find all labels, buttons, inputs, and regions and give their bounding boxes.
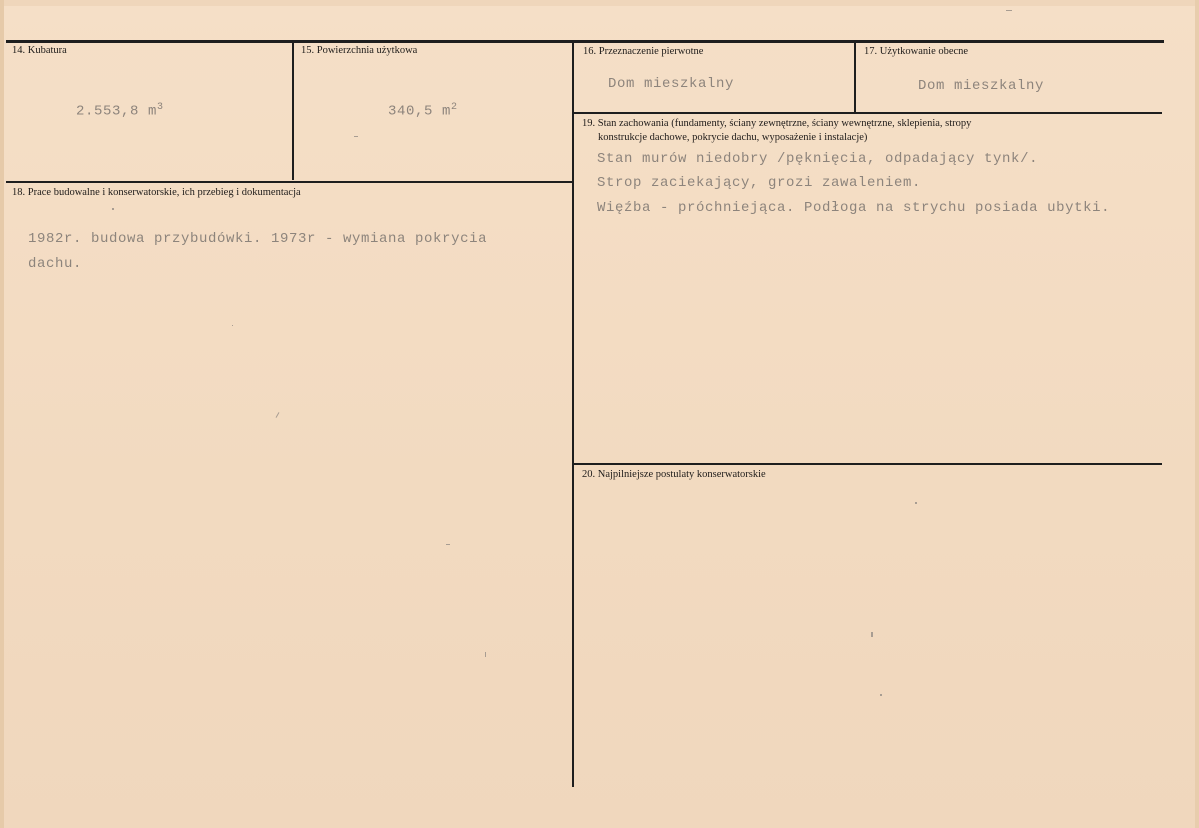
field-16-label: 16. Przeznaczenie pierwotne <box>583 46 704 57</box>
field-19-line-3: Więźba - próchniejąca. Podłoga na strychu posiada ubytki. <box>597 200 1111 216</box>
paper-speck <box>1006 10 1012 11</box>
paper-speck <box>880 694 882 696</box>
field-15-value <box>388 96 458 124</box>
field-16-value: Dom mieszkalny <box>608 76 735 92</box>
field-18-line-1: 1982r. budowa przybudówki. 1973r - wymiana pokrycia <box>28 231 488 247</box>
field-19-label-line-1: 19. Stan zachowania (fundamenty, ściany zewnętrzne, ściany wewnętrzne, sklepienia, stropy <box>582 118 972 129</box>
field-17-value: Dom mieszkalny <box>918 78 1045 94</box>
field-14-label: 14. Kubatura <box>12 45 67 56</box>
field-19-line-2: Strop zaciekający, grozi zawaleniem. <box>597 175 922 191</box>
field-15-label: 15. Powierzchnia użytkowa <box>301 45 418 56</box>
paper-speck <box>485 652 486 657</box>
field-19-line-1: Stan murów niedobry /pęknięcia, odpadający tynk/. <box>597 151 1039 167</box>
center-divider <box>572 42 574 787</box>
paper-speck <box>871 632 873 637</box>
cubature-unit-sup: 3 <box>157 102 164 113</box>
usable-area-unit-sup: 2 <box>451 102 458 113</box>
rule-above-18 <box>6 181 572 183</box>
paper-speck <box>112 208 114 210</box>
field-19-label-line-2: konstrukcje dachowe, pokrycie dachu, wyposażenie i instalacje) <box>598 132 868 143</box>
field-14-value <box>76 96 164 124</box>
divider-14-15 <box>292 42 294 180</box>
usable-area-value: 340,5 m <box>388 103 452 120</box>
field-18-label: 18. Prace budowalne i konserwatorskie, ich przebieg i dokumentacja <box>12 187 301 198</box>
cubature-value: 2.553,8 m <box>76 103 158 120</box>
rule-above-19 <box>574 112 1162 114</box>
rule-above-20 <box>574 463 1162 465</box>
field-18-line-2: dachu. <box>28 256 83 272</box>
paper-speck <box>446 544 450 545</box>
top-rule <box>6 40 1164 43</box>
card-left-edge <box>0 0 4 828</box>
card-top-edge <box>0 0 1199 6</box>
field-17-label: 17. Użytkowanie obecne <box>864 46 969 57</box>
divider-16-17 <box>854 42 856 112</box>
field-20-label: 20. Najpilniejsze postulaty konserwatorskie <box>582 469 766 480</box>
paper-speck <box>232 325 233 326</box>
paper-speck <box>354 136 358 137</box>
paper-speck <box>915 502 917 504</box>
card-right-edge <box>1195 0 1199 828</box>
